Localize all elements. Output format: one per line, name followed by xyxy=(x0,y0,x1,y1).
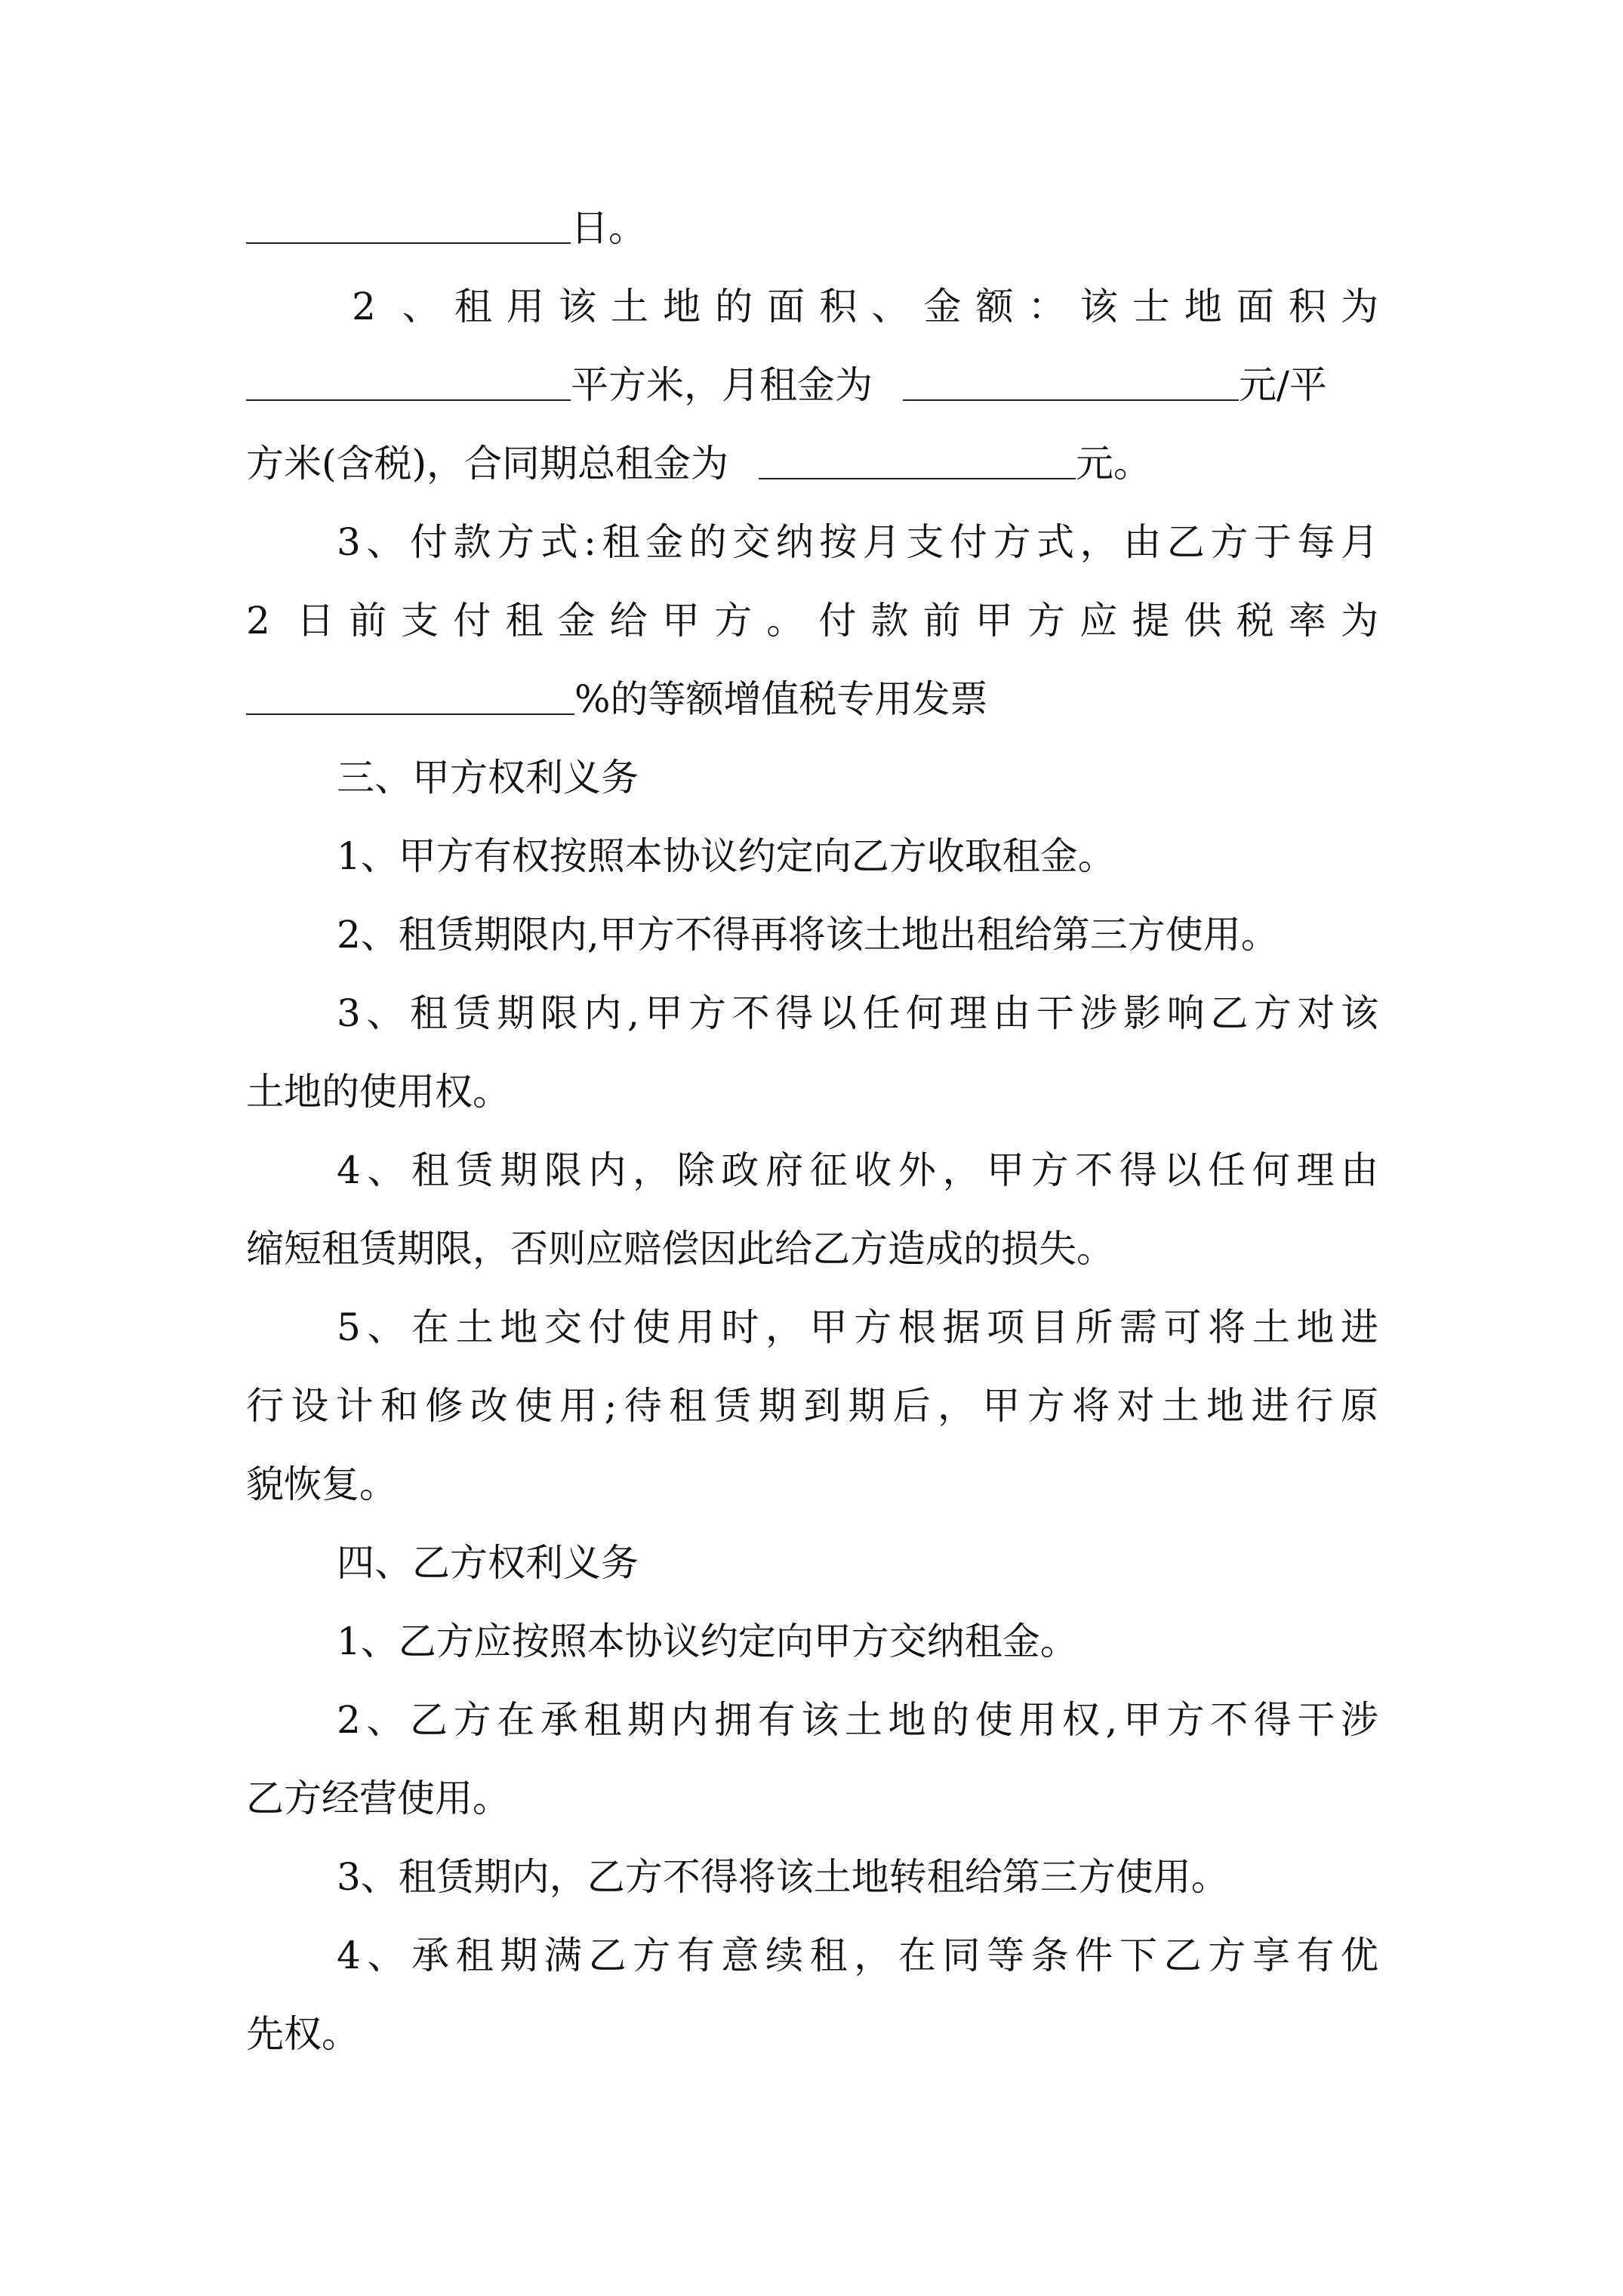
section-4-heading: 四、乙方权利义务 xyxy=(337,1541,639,1585)
s3-clause-5-c: 貌恢复。 xyxy=(246,1462,397,1506)
s3-clause-5-b: 行设计和修改使用;待租赁期到期后，甲方将对土地进行原 xyxy=(246,1384,1378,1428)
clause-2-area-amount: 2 、租用该土地的面积、金额：该士地面积为 xyxy=(352,285,1378,328)
area-rent-line xyxy=(246,346,1378,424)
date-line xyxy=(246,189,1378,267)
date-day-suffix: 日。 xyxy=(571,206,646,250)
s3-clause-4-b: 缩短租赁期限，否则应赔偿因此给乙方造成的损失。 xyxy=(246,1227,1114,1271)
total-rent-text: 方米(含税)，合同期总租金为 xyxy=(246,442,729,485)
blank-tax-rate xyxy=(246,676,574,715)
total-rent-line xyxy=(246,424,1378,503)
s4-clause-2-b: 乙方经营使用。 xyxy=(246,1777,510,1820)
tax-rate-text: %的等额增值税专用发票 xyxy=(574,677,988,721)
s4-clause-2-a: 2、乙方在承租期内拥有该土地的使用权,甲方不得干涉 xyxy=(337,1698,1378,1742)
s4-clause-4-b: 先权。 xyxy=(246,2012,359,2056)
clause-3-payment-a: 3、付款方式:租金的交纳按月支付方式，由乙方于每月 xyxy=(337,520,1378,564)
s3-clause-2: 2、租赁期限内,甲方不得再将该土地出租给第三方使用。 xyxy=(337,913,1279,957)
s3-clause-4-a: 4、租赁期限内，除政府征收外，甲方不得以任何理由 xyxy=(337,1148,1378,1192)
s4-clause-1: 1、乙方应按照本协议约定向甲方交纳租金。 xyxy=(337,1620,1078,1663)
area-rent-text: 平方米，月租金为 xyxy=(571,363,873,407)
s4-clause-4-a: 4、承租期满乙方有意续租，在同等条件下乙方享有优 xyxy=(337,1934,1378,1977)
blank-area xyxy=(246,362,571,401)
s3-clause-5-a: 5、在土地交付使用时，甲方根据项目所需可将土地进 xyxy=(337,1305,1378,1349)
blank-total-rent xyxy=(759,440,1076,479)
total-rent-unit: 元。 xyxy=(1076,442,1152,485)
blank-monthly-rent xyxy=(903,362,1239,401)
blank-date-day xyxy=(246,205,571,244)
s3-clause-1: 1、甲方有权按照本协议约定向乙方收取租金。 xyxy=(337,834,1116,878)
clause-3-payment-b: 2 日前支付租金给甲方。付款前甲方应提供税率为 xyxy=(246,599,1378,643)
s4-clause-3: 3、租赁期内，乙方不得将该土地转租给第三方使用。 xyxy=(337,1855,1229,1899)
section-3-heading: 三、甲方权利义务 xyxy=(337,756,639,800)
rent-unit-text: 元/平 xyxy=(1239,363,1327,407)
tax-rate-line xyxy=(246,660,1378,738)
document-body xyxy=(246,189,1378,2073)
s3-clause-3-a: 3、租赁期限内,甲方不得以任何理由干涉影响乙方对该 xyxy=(337,991,1378,1035)
s3-clause-3-b: 土地的使用权。 xyxy=(246,1070,510,1114)
